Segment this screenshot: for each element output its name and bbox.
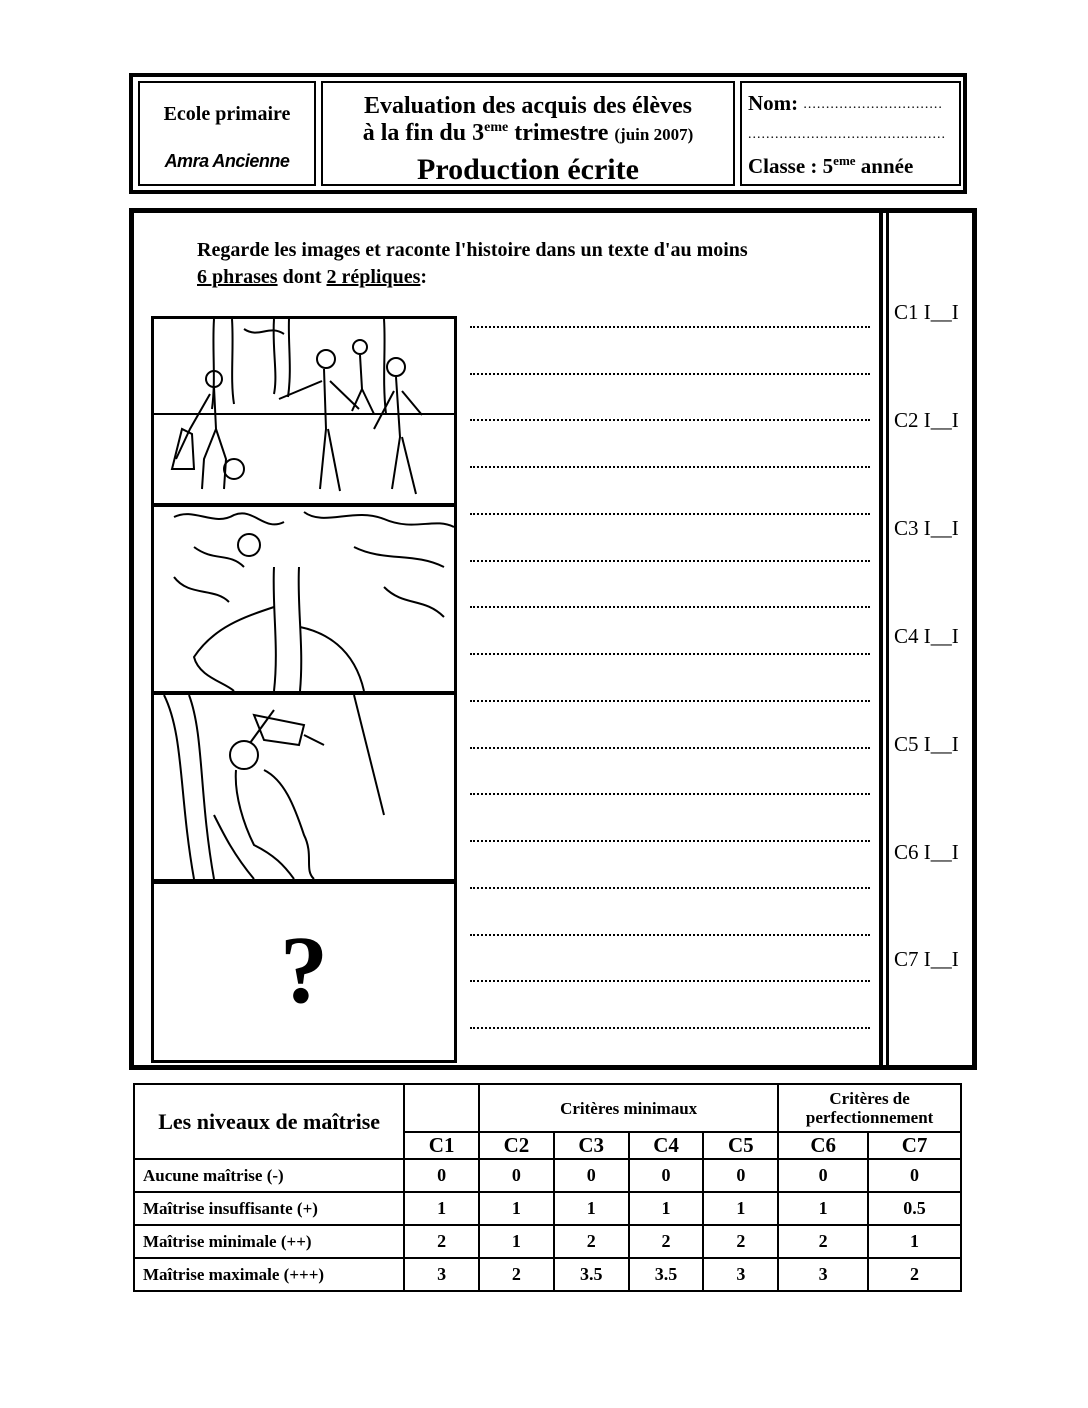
instruction-line1: Regarde les images et raconte l'histoire dans un texte d'au moins <box>197 239 748 261</box>
exercise-box <box>129 208 977 1070</box>
row-label: Aucune maîtrise (-) <box>134 1159 404 1192</box>
student-info-cell <box>740 81 961 186</box>
column-header: C3 <box>554 1132 629 1159</box>
evaluation-title-line2 <box>323 120 733 147</box>
cell-value: 1 <box>703 1192 778 1225</box>
table-row <box>134 1192 961 1225</box>
cell-value: 2 <box>404 1225 479 1258</box>
writing-line[interactable] <box>470 466 870 468</box>
cell-value: 3 <box>778 1258 868 1291</box>
story-image-4 <box>151 881 457 1063</box>
writing-line[interactable] <box>470 980 870 982</box>
cell-value: 1 <box>778 1192 868 1225</box>
empty-header-cell <box>404 1084 479 1132</box>
writing-line[interactable] <box>470 887 870 889</box>
writing-line[interactable] <box>470 419 870 421</box>
writing-line[interactable] <box>470 793 870 795</box>
page-title: Production écrite <box>417 153 639 186</box>
instruction <box>197 237 867 291</box>
cell-value: 2 <box>778 1225 868 1258</box>
writing-line[interactable] <box>470 934 870 936</box>
name-dots-line2[interactable]: ............................................ <box>748 127 946 142</box>
header-box <box>129 73 967 194</box>
cell-value: 2 <box>479 1258 554 1291</box>
column-header: C4 <box>629 1132 704 1159</box>
group-minimal-criteria: Critères minimaux <box>479 1084 778 1132</box>
table-header-row <box>134 1084 961 1132</box>
row-label: Maîtrise maximale (+++) <box>134 1258 404 1291</box>
writing-line[interactable] <box>470 1027 870 1029</box>
cell-value: 3 <box>703 1258 778 1291</box>
cell-value: 1 <box>404 1192 479 1225</box>
cell-value: 1 <box>479 1225 554 1258</box>
writing-line[interactable] <box>470 747 870 749</box>
name-label: Nom: <box>748 91 804 115</box>
cell-value: 1 <box>868 1225 961 1258</box>
eval-line2-a: à la fin du 3 <box>362 120 485 146</box>
cell-value: 3 <box>404 1258 479 1291</box>
title-cell <box>321 81 735 186</box>
writing-line[interactable] <box>470 840 870 842</box>
class-line <box>748 153 913 179</box>
story-image-3 <box>151 692 457 882</box>
cell-value: 0 <box>479 1159 554 1192</box>
writing-line[interactable] <box>470 373 870 375</box>
school-location: Amra Ancienne <box>164 151 290 171</box>
school-cell <box>138 81 316 186</box>
eval-line2-b: trimestre <box>508 120 615 146</box>
row-label: Maîtrise insuffisante (+) <box>134 1192 404 1225</box>
evaluation-title-line1: Evaluation des acquis des élèves <box>363 93 693 119</box>
column-header: C1 <box>404 1132 479 1159</box>
cell-value: 0 <box>778 1159 868 1192</box>
instruction-end: : <box>420 266 428 288</box>
cell-value: 3.5 <box>554 1258 629 1291</box>
cell-value: 2 <box>868 1258 961 1291</box>
column-header: C2 <box>479 1132 554 1159</box>
cell-value: 2 <box>703 1225 778 1258</box>
criterion-c1[interactable]: C1 I__I <box>894 300 959 324</box>
column-header: C7 <box>868 1132 961 1159</box>
writing-line[interactable] <box>470 653 870 655</box>
cell-value: 0 <box>629 1159 704 1192</box>
cell-value: 0 <box>703 1159 778 1192</box>
group-perfection-criteria: Critères de perfectionnement <box>778 1084 961 1132</box>
criterion-c4[interactable]: C4 I__I <box>894 624 959 648</box>
mastery-levels-table <box>133 1083 962 1292</box>
writing-line[interactable] <box>470 513 870 515</box>
story-image-1 <box>151 316 457 506</box>
writing-line[interactable] <box>470 560 870 562</box>
criterion-c2[interactable]: C2 I__I <box>894 408 959 432</box>
class-sup: eme <box>833 153 856 168</box>
criterion-c3[interactable]: C3 I__I <box>894 516 959 540</box>
school-name: Ecole primaire <box>163 103 291 125</box>
table-row <box>134 1225 961 1258</box>
boy-climbing-illustration <box>154 695 454 879</box>
cell-value: 2 <box>554 1225 629 1258</box>
name-dots[interactable]: ............................... <box>803 97 943 113</box>
class-label-end: année <box>855 154 914 178</box>
column-header: C5 <box>703 1132 778 1159</box>
table-title: Les niveaux de maîtrise <box>134 1084 404 1159</box>
table-row <box>134 1159 961 1192</box>
column-divider <box>879 213 889 1065</box>
cell-value: 3.5 <box>629 1258 704 1291</box>
instruction-underline-1: 6 phrases <box>197 266 278 288</box>
football-scene-illustration <box>154 319 454 503</box>
cell-value: 1 <box>629 1192 704 1225</box>
ball-in-tree-illustration <box>154 507 454 691</box>
criterion-c6[interactable]: C6 I__I <box>894 840 959 864</box>
name-line <box>748 91 943 116</box>
eval-line2-sup: eme <box>484 120 509 135</box>
cell-value: 1 <box>554 1192 629 1225</box>
cell-value: 2 <box>629 1225 704 1258</box>
instruction-underline-2: 2 répliques <box>326 266 421 288</box>
row-label: Maîtrise minimale (++) <box>134 1225 404 1258</box>
criterion-c7[interactable]: C7 I__I <box>894 947 959 971</box>
cell-value: 0.5 <box>868 1192 961 1225</box>
column-header: C6 <box>778 1132 868 1159</box>
cell-value: 0 <box>404 1159 479 1192</box>
class-label: Classe : 5 <box>748 154 834 178</box>
question-mark: ? <box>280 916 328 1023</box>
writing-line[interactable] <box>470 606 870 608</box>
writing-line[interactable] <box>470 326 870 328</box>
criterion-c5[interactable]: C5 I__I <box>894 732 959 756</box>
story-image-2 <box>151 504 457 694</box>
cell-value: 1 <box>479 1192 554 1225</box>
table-row <box>134 1258 961 1291</box>
writing-line[interactable] <box>470 700 870 702</box>
eval-date: (juin 2007) <box>614 125 694 144</box>
cell-value: 0 <box>868 1159 961 1192</box>
instruction-mid: dont <box>277 266 327 288</box>
cell-value: 0 <box>554 1159 629 1192</box>
